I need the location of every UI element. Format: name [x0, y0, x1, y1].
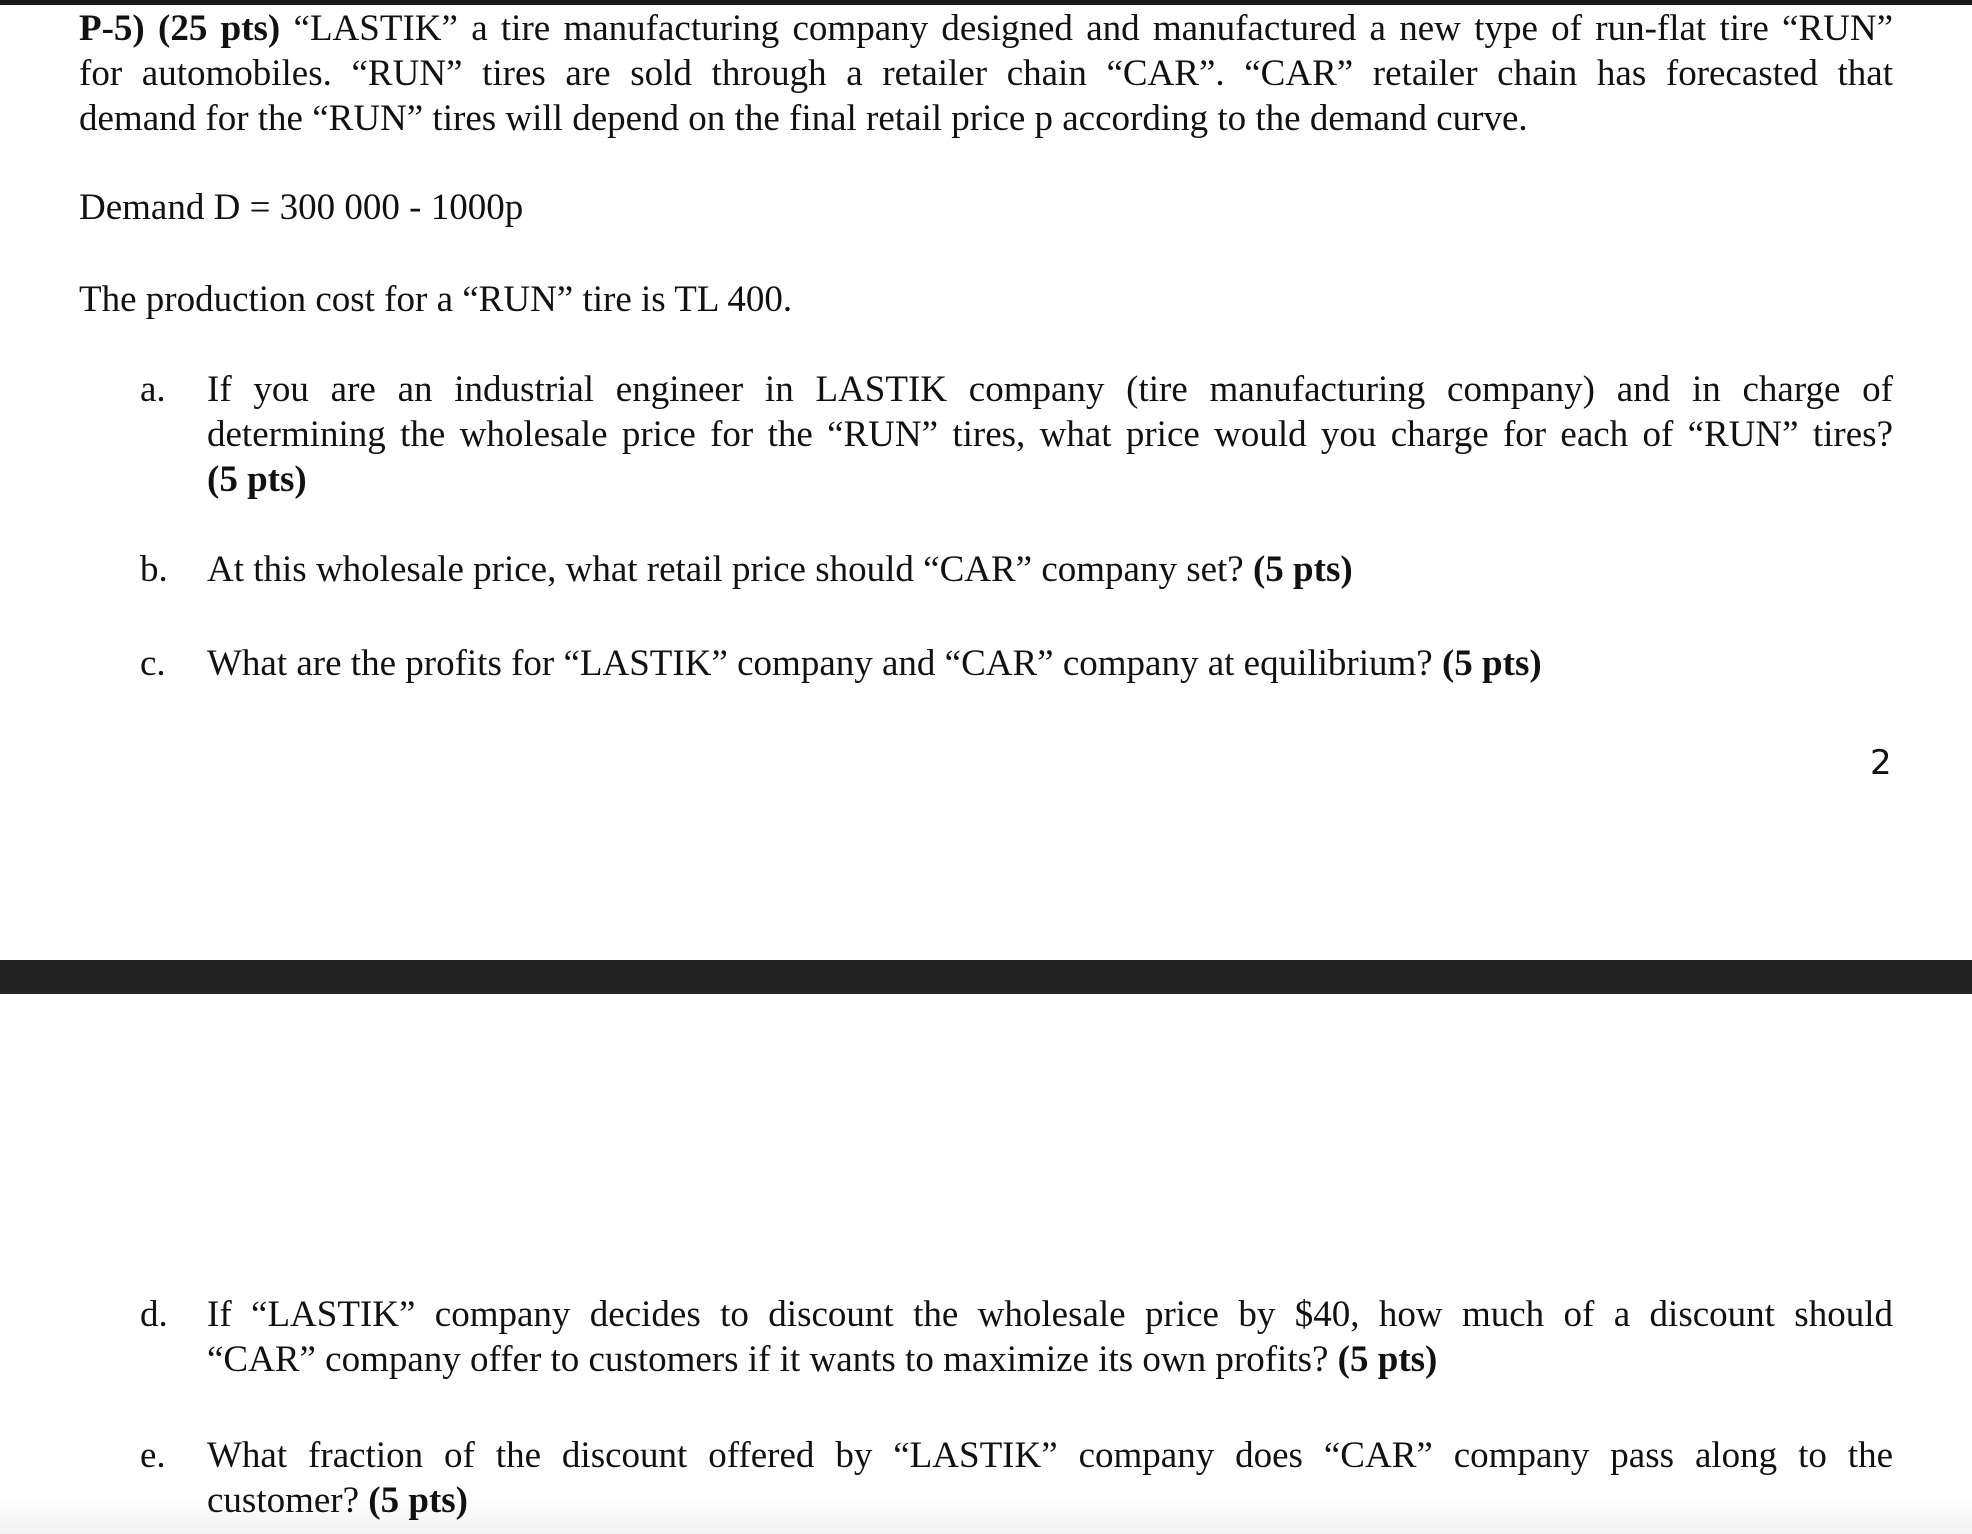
part-e-line-2: [207, 1478, 1893, 1523]
intro-line-3: demand for the “RUN” tires will depend on the final retail price p according to the demand curve.: [79, 98, 1528, 139]
part-b-marker: b.: [140, 549, 168, 590]
part-e: [140, 1433, 1893, 1523]
part-b-points: (5 pts): [1252, 549, 1353, 590]
intro-line-2: for automobiles. “RUN” tires are sold through a retailer chain “CAR”. “CAR” retailer chain has forecasted that: [79, 53, 1893, 94]
part-b-text: At this wholesale price, what retail price should “CAR” company set?: [207, 549, 1244, 590]
demand-equation: Demand D = 300 000 - 1000p: [79, 187, 524, 228]
part-a-points: (5 pts): [207, 459, 307, 500]
part-a-line-1: If you are an industrial engineer in LASTIK company (tire manufacturing company) and in charge of: [207, 369, 1893, 410]
part-a-marker: a.: [140, 369, 166, 410]
part-d: [140, 1292, 1893, 1382]
part-c: [140, 641, 1893, 686]
part-a: [140, 367, 1893, 502]
part-a-line-2: determining the wholesale price for the “RUN” tires, what price would you charge for each of “RUN” tires?: [207, 414, 1893, 455]
part-c-marker: c.: [140, 643, 166, 684]
part-c-text: What are the profits for “LASTIK” company and “CAR” company at equilibrium?: [207, 643, 1433, 684]
part-d-points: (5 pts): [1337, 1339, 1438, 1380]
part-a-body: [207, 367, 1893, 502]
part-e-line-1: What fraction of the discount offered by “LASTIK” company does “CAR” company pass along to the: [207, 1435, 1893, 1476]
intro-line-1: [79, 6, 1893, 51]
part-d-line-2: [207, 1337, 1893, 1382]
part-e-body: [207, 1433, 1893, 1523]
part-b: [140, 547, 1893, 592]
page-number: 2: [1870, 743, 1892, 783]
part-d-line-1: If “LASTIK” company decides to discount the wholesale price by $40, how much of a discount should: [207, 1294, 1893, 1335]
part-e-line-2-text: customer?: [207, 1480, 360, 1521]
part-e-marker: e.: [140, 1435, 166, 1476]
part-c-points: (5 pts): [1441, 643, 1542, 684]
part-c-body: [207, 641, 1893, 686]
part-b-body: [207, 547, 1893, 592]
part-d-body: [207, 1292, 1893, 1382]
problem-heading: P-5) (25 pts): [79, 8, 281, 49]
part-d-marker: d.: [140, 1294, 168, 1335]
part-e-points: (5 pts): [368, 1480, 468, 1521]
problem-intro: [79, 6, 1893, 141]
document-page-2: [0, 994, 1972, 1534]
intro-line-1-text: “LASTIK” a tire manufacturing company designed and manufactured a new type of run-flat tire “RUN”: [293, 8, 1894, 49]
top-rule: [0, 0, 1972, 5]
part-d-line-2-text: “CAR” company offer to customers if it wants to maximize its own profits?: [207, 1339, 1329, 1380]
production-cost: The production cost for a “RUN” tire is TL 400.: [79, 279, 793, 320]
page-separator: [0, 960, 1972, 996]
